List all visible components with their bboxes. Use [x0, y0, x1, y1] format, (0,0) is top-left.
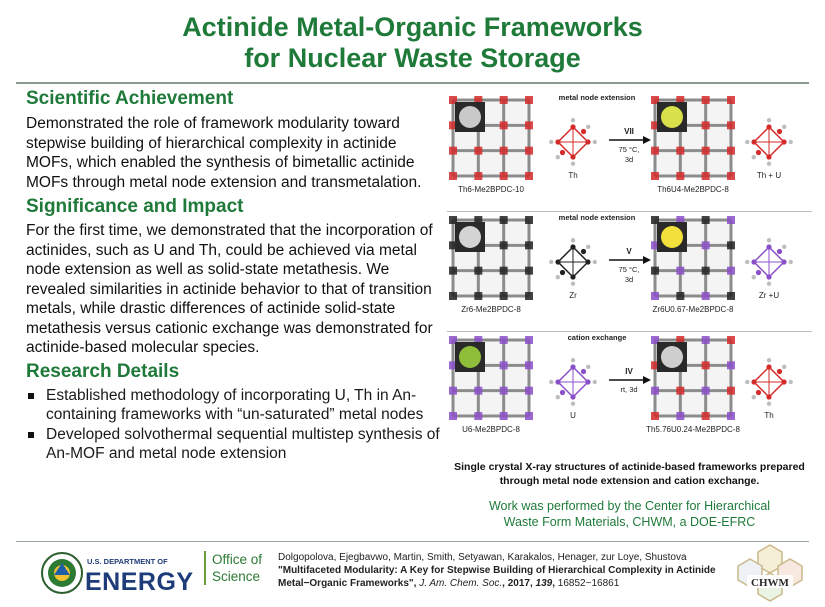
linker-atom [767, 402, 771, 406]
linker-atom [571, 238, 575, 242]
bullet-square-icon [28, 393, 34, 399]
cluster-atom [570, 124, 575, 129]
metal-node [676, 387, 684, 395]
figure-panel-3 [447, 332, 812, 452]
metal-node [449, 387, 457, 395]
cluster-atom [555, 139, 560, 144]
product-label: Th6U4-Me2BPDC-8 [657, 185, 729, 194]
cluster-atom [560, 270, 565, 275]
metal-node [676, 267, 684, 275]
metal-node [727, 216, 735, 224]
metal-node [449, 267, 457, 275]
linker-atom [752, 395, 756, 399]
metal-node [702, 96, 710, 104]
citation-title-line: "Multifaceted Modularity: A Key for Stepwise Building of Hierarchical Complexity in Actinide Metal−Organic Frameworks", J. Am. Chem. Soc., 2017, 139, 16852−16861 [278, 565, 716, 589]
product-cluster-label: Zr +U [758, 291, 780, 300]
linker-atom [556, 395, 560, 399]
cluster-label: Th [568, 171, 578, 180]
panel-header: cation exchange [567, 333, 627, 342]
metal-node [727, 387, 735, 395]
panel-content [449, 93, 793, 194]
linker-atom [593, 140, 597, 144]
metal-node [727, 96, 735, 104]
metal-node [474, 387, 482, 395]
cluster-atom [766, 364, 771, 369]
citation [278, 551, 726, 590]
panel-content [449, 333, 793, 434]
panel-svg [447, 332, 812, 452]
linker-atom [745, 140, 749, 144]
metal-node [702, 267, 710, 275]
linker-atom [571, 402, 575, 406]
metal-node [500, 96, 508, 104]
metal-node [525, 96, 533, 104]
cluster-atom [570, 244, 575, 249]
office-line-1: Office of [212, 552, 263, 567]
list-item [26, 425, 441, 464]
linker-atom [767, 282, 771, 286]
metal-node [474, 292, 482, 300]
metal-node [525, 121, 533, 129]
linker-atom [549, 260, 553, 264]
cluster-atom [766, 154, 771, 159]
cluster-atom [756, 150, 761, 155]
bullet-square-icon [28, 432, 34, 438]
metal-node [727, 412, 735, 420]
crystal-sample [459, 106, 481, 128]
metal-node [474, 412, 482, 420]
metal-node [676, 147, 684, 155]
cluster-atom [751, 139, 756, 144]
cluster-atom [781, 379, 786, 384]
metal-node [525, 387, 533, 395]
cluster-atom [756, 270, 761, 275]
metal-node [727, 292, 735, 300]
metal-node [500, 336, 508, 344]
condition-label: 75 °C, [618, 145, 640, 154]
arrow-head-icon [643, 256, 651, 264]
metal-node [651, 267, 659, 275]
linker-atom [789, 380, 793, 384]
metal-node [727, 336, 735, 344]
linker-atom [571, 118, 575, 122]
metal-node [525, 241, 533, 249]
linker-atom [571, 282, 575, 286]
metal-node [702, 172, 710, 180]
cluster-atom [555, 379, 560, 384]
citation-authors: Dolgopolova, Ejegbavwo, Martin, Smith, Setyawan, Karakalos, Henager, zur Loye, Shustova [278, 552, 687, 563]
linker-atom [789, 140, 793, 144]
linker-atom [593, 260, 597, 264]
work-note [447, 498, 812, 530]
metal-node [474, 147, 482, 155]
panel-header: metal node extension [558, 93, 636, 102]
metal-node [525, 361, 533, 369]
cluster-atom [581, 369, 586, 374]
structure-figure [447, 92, 812, 454]
linker-atom [593, 380, 597, 384]
achievement-body: Demonstrated the role of framework modularity toward stepwise building of hierarchical complexity in actinide MOFs, which enabled the synthesis of bimetallic actinide MOFs through metal node extension and transmetalation. [26, 115, 422, 191]
metal-node [702, 121, 710, 129]
significance-body: For the first time, we demonstrated that the incorporation of actinides, such as U and Th, could be achieved via metal node extension as well as solid-state metathesis. We revealed similarities in actinide behavior to that of transition metals, while drastic differences of actinide solid-state metathesis versus cationic exchange was demonstrated for actinide-based molecular species. [26, 222, 433, 356]
metal-node [727, 121, 735, 129]
metal-node [702, 147, 710, 155]
product-label: Th5.76U0.24-Me2BPDC-8 [646, 425, 740, 434]
linker-atom [586, 245, 590, 249]
panel-svg [447, 92, 812, 212]
cluster-atom [585, 139, 590, 144]
achievement-heading: Scientific Achievement [26, 88, 234, 109]
metal-node [702, 336, 710, 344]
metal-node [500, 267, 508, 275]
metal-node [676, 292, 684, 300]
work-note-line-1: Work was performed by the Center for Hierarchical [488, 499, 771, 513]
linker-atom [556, 275, 560, 279]
metal-node [525, 216, 533, 224]
condition-label: 75 °C, [618, 265, 640, 274]
precursor-label: Th6-Me2BPDC-10 [458, 185, 524, 194]
metal-node [525, 336, 533, 344]
metal-node [702, 412, 710, 420]
metal-node [702, 216, 710, 224]
metal-node [500, 241, 508, 249]
linker-atom [789, 260, 793, 264]
reagent-label: IV [625, 367, 633, 376]
office-of-science [204, 551, 268, 585]
metal-node [702, 292, 710, 300]
crystal-sample [661, 226, 683, 248]
metal-node [727, 172, 735, 180]
panel-header: metal node extension [558, 213, 636, 222]
linker-atom [782, 245, 786, 249]
list-item [26, 386, 441, 425]
arrow-head-icon [643, 376, 651, 384]
cluster-atom [766, 274, 771, 279]
office-line-2: Science [212, 569, 261, 584]
metal-node [525, 147, 533, 155]
work-note-line-2: Waste Form Materials, CHWM, a DOE-EFRC [503, 515, 756, 529]
metal-node [702, 241, 710, 249]
doe-logo [40, 549, 200, 597]
research-heading: Research Details [26, 360, 180, 382]
metal-node [449, 412, 457, 420]
cluster-atom [570, 364, 575, 369]
metal-node [500, 216, 508, 224]
metal-node [500, 361, 508, 369]
citation-journal: J. Am. Chem. Soc. [419, 578, 503, 589]
research-item-text: Developed solvothermal sequential multistep synthesis of An-MOF and metal node extension [46, 425, 440, 462]
title-line-2: for Nuclear Waste Storage [244, 43, 581, 73]
condition-label: rt, 3d [620, 385, 638, 394]
metal-node [702, 387, 710, 395]
citation-pages: 16852−16861 [557, 578, 620, 589]
precursor-label: U6-Me2BPDC-8 [462, 425, 520, 434]
panel-svg [447, 212, 812, 332]
metal-node [676, 172, 684, 180]
condition-label: 3d [624, 155, 634, 164]
product-cluster-label: Th + U [756, 171, 782, 180]
condition-label: 3d [624, 275, 634, 284]
product-cluster-label: Th [764, 411, 774, 420]
metal-node [500, 121, 508, 129]
arrow-head-icon [643, 136, 651, 144]
title-divider [16, 82, 809, 84]
cluster-label: U [570, 411, 576, 420]
metal-node [676, 412, 684, 420]
metal-node [702, 361, 710, 369]
linker-atom [752, 275, 756, 279]
linker-atom [767, 358, 771, 362]
linker-atom [767, 238, 771, 242]
cluster-atom [751, 379, 756, 384]
doe-small-text: U.S. DEPARTMENT OF [87, 557, 168, 566]
cluster-atom [581, 129, 586, 134]
cluster-atom [766, 244, 771, 249]
metal-node [651, 147, 659, 155]
citation-volume: 139 [535, 578, 553, 589]
metal-node [500, 387, 508, 395]
cluster-atom [777, 249, 782, 254]
precursor-label: Zr6-Me2BPDC-8 [461, 305, 521, 314]
honeycomb-icon [738, 545, 802, 601]
crystal-sample [661, 346, 683, 368]
metal-node [525, 292, 533, 300]
slide-title [0, 12, 825, 74]
panel-content [449, 213, 793, 314]
cluster-atom [570, 154, 575, 159]
metal-node [651, 387, 659, 395]
metal-node [727, 361, 735, 369]
metal-node [727, 241, 735, 249]
linker-atom [571, 162, 575, 166]
linker-atom [752, 155, 756, 159]
metal-node [727, 147, 735, 155]
figure-panel-2 [447, 212, 812, 332]
figure-caption: Single crystal X-ray structures of actinide-based frameworks prepared through metal node extension and cation exchange. [454, 461, 805, 487]
cluster-atom [781, 259, 786, 264]
metal-node [500, 147, 508, 155]
cluster-atom [570, 394, 575, 399]
linker-atom [782, 365, 786, 369]
product-label: Zr6U0.67-Me2BPDC-8 [652, 305, 734, 314]
citation-paper-title: "Multifaceted Modularity: A Key for Stepwise Building of Hierarchical Complexity in Actinide Metal−Organic Frameworks" [278, 565, 716, 589]
metal-node [449, 172, 457, 180]
cluster-atom [555, 259, 560, 264]
text-column [26, 88, 441, 464]
cluster-atom [756, 390, 761, 395]
metal-node [474, 172, 482, 180]
cluster-atom [560, 390, 565, 395]
metal-node [500, 292, 508, 300]
research-item-text: Established methodology of incorporating U, Th in An-containing frameworks with “un-saturated” metal nodes [46, 386, 424, 423]
cluster-atom [781, 139, 786, 144]
cluster-atom [560, 150, 565, 155]
cluster-atom [581, 249, 586, 254]
linker-atom [586, 125, 590, 129]
reagent-label: V [626, 247, 632, 256]
cluster-atom [766, 394, 771, 399]
significance-heading: Significance and Impact [26, 196, 244, 217]
linker-atom [782, 125, 786, 129]
linker-atom [745, 260, 749, 264]
chwm-text: CHWM [751, 577, 789, 589]
metal-node [500, 412, 508, 420]
doe-seal-icon [42, 553, 82, 593]
cluster-atom [585, 259, 590, 264]
doe-big-text: ENERGY [85, 568, 194, 596]
figure-panel-1 [447, 92, 812, 212]
cluster-atom [570, 274, 575, 279]
linker-atom [767, 118, 771, 122]
metal-node [727, 267, 735, 275]
metal-node [525, 412, 533, 420]
crystal-sample [459, 346, 481, 368]
research-list [26, 386, 441, 464]
metal-node [651, 412, 659, 420]
linker-atom [549, 140, 553, 144]
metal-node [651, 172, 659, 180]
metal-node [500, 172, 508, 180]
metal-node [449, 147, 457, 155]
metal-node [449, 292, 457, 300]
citation-year: 2017 [507, 578, 530, 589]
crystal-sample [661, 106, 683, 128]
metal-node [525, 267, 533, 275]
cluster-label: Zr [569, 291, 577, 300]
linker-atom [571, 358, 575, 362]
linker-atom [745, 380, 749, 384]
cluster-atom [777, 369, 782, 374]
reagent-label: VII [624, 127, 634, 136]
title-line-1: Actinide Metal-Organic Frameworks [182, 12, 643, 42]
cluster-atom [777, 129, 782, 134]
cluster-atom [766, 124, 771, 129]
footer-divider [16, 541, 809, 542]
cluster-atom [751, 259, 756, 264]
linker-atom [586, 365, 590, 369]
metal-node [474, 267, 482, 275]
linker-atom [556, 155, 560, 159]
chwm-logo [733, 543, 807, 603]
metal-node [525, 172, 533, 180]
crystal-sample [459, 226, 481, 248]
metal-node [651, 292, 659, 300]
linker-atom [549, 380, 553, 384]
cluster-atom [585, 379, 590, 384]
linker-atom [767, 162, 771, 166]
